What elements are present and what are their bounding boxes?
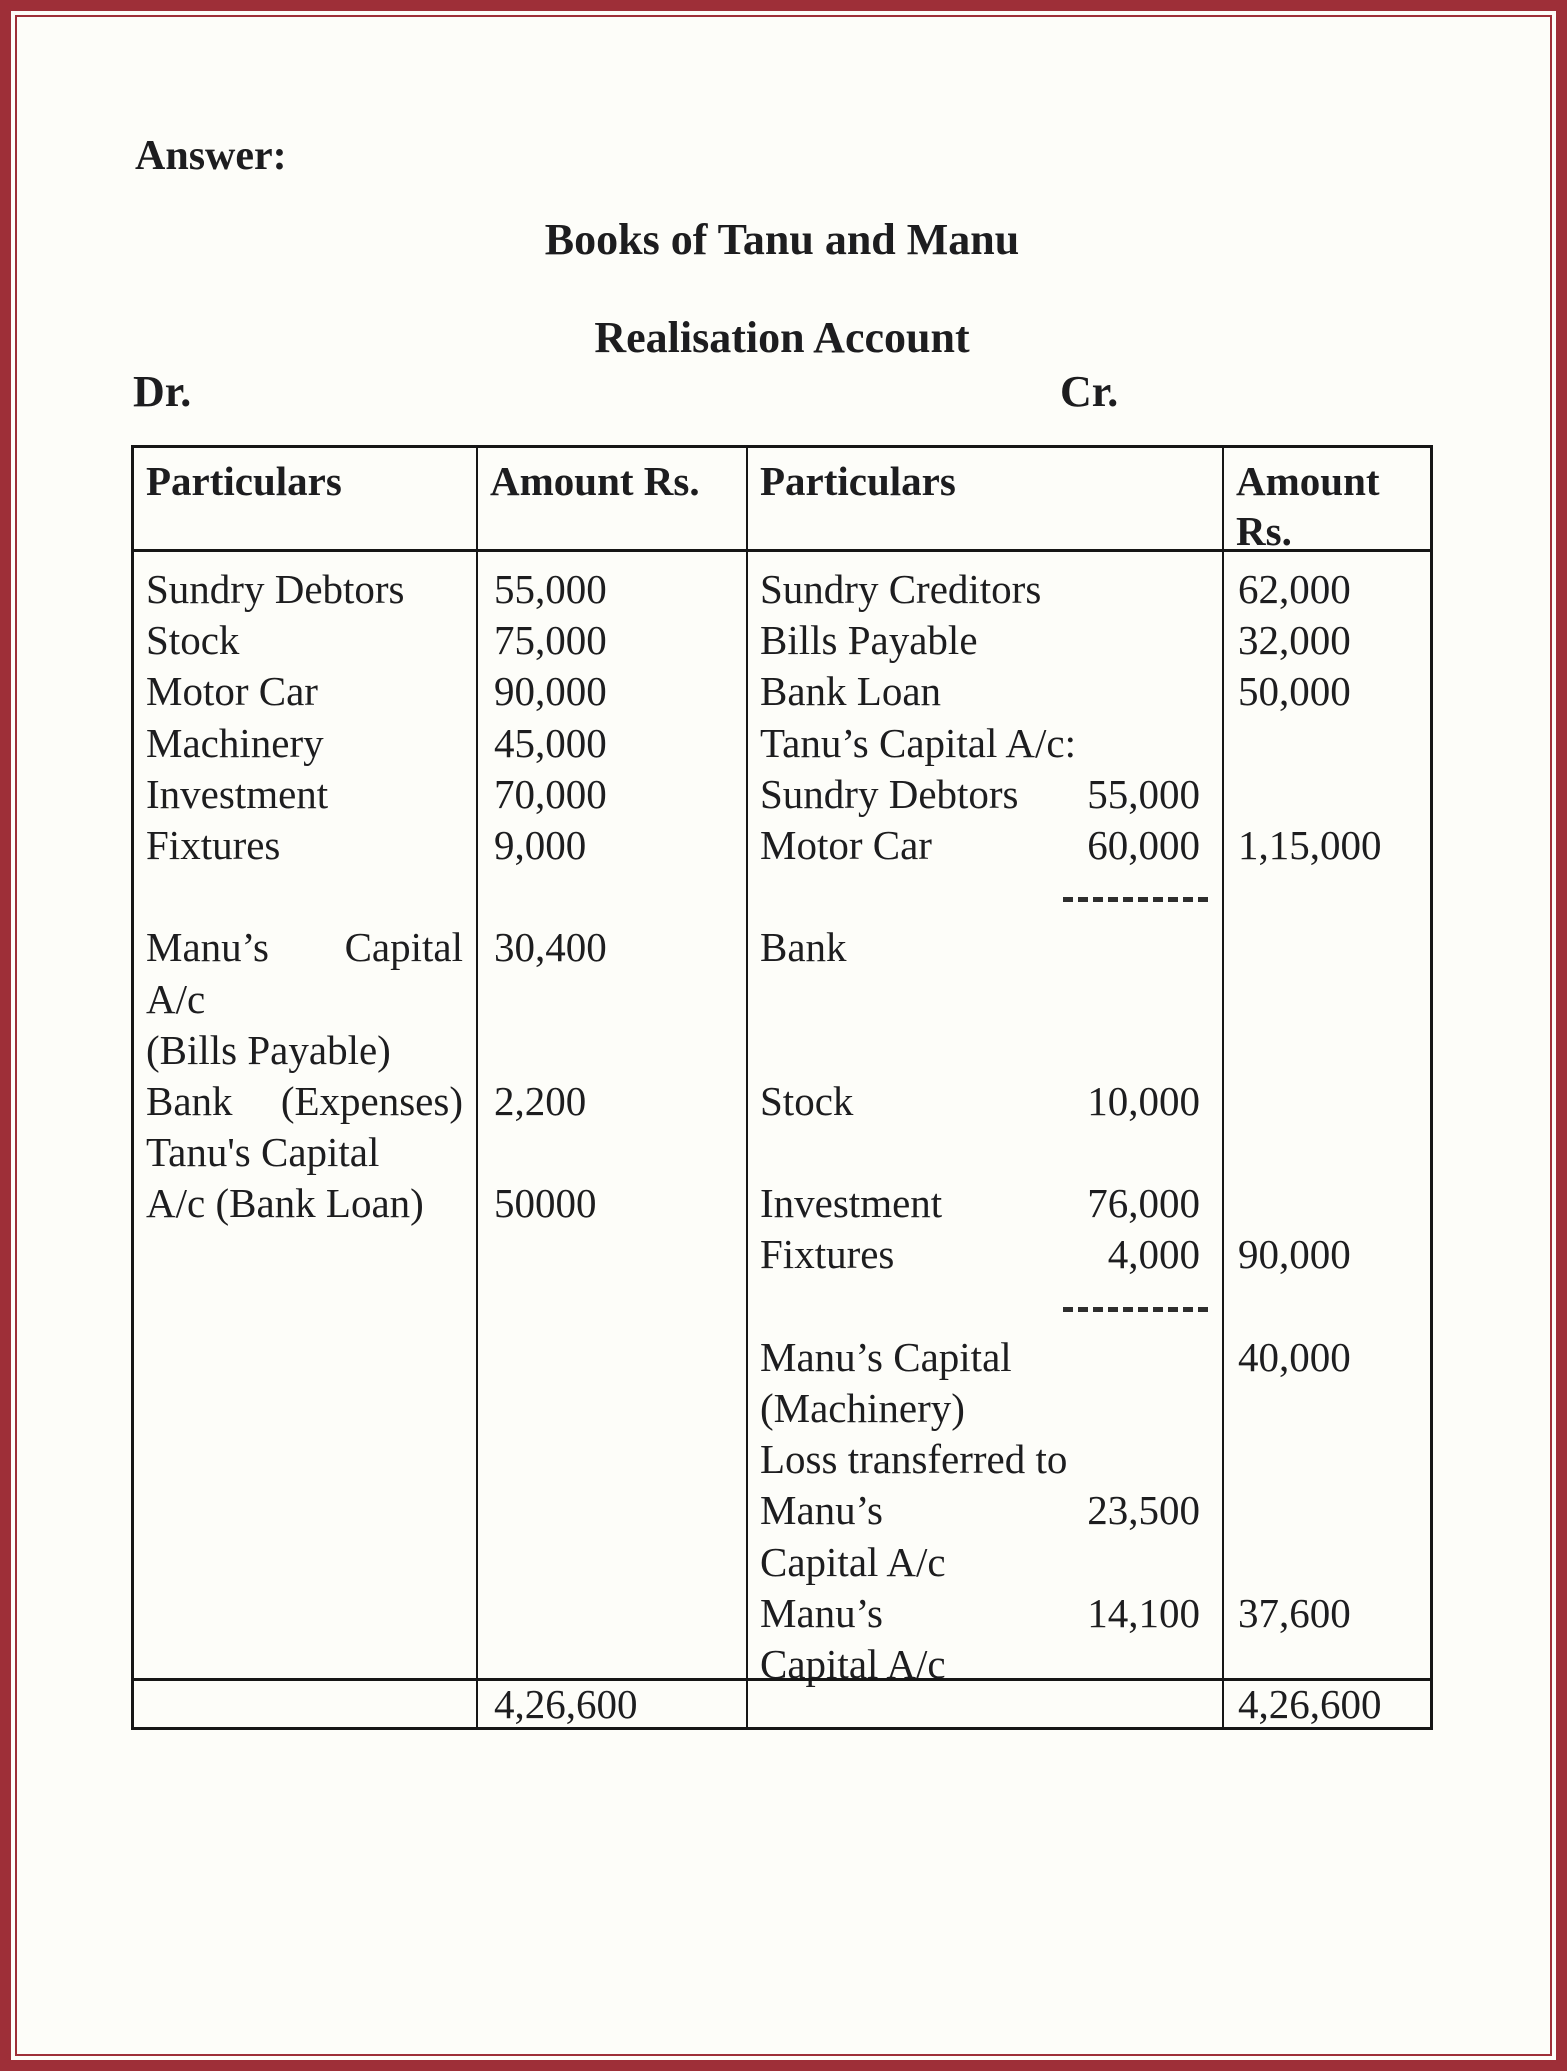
ledger-line (748, 922, 1222, 973)
ledger-label (760, 1025, 770, 1076)
header-credit-amount: Amount Rs. (1224, 448, 1430, 552)
ledger-amount: 40,000 (1238, 1333, 1351, 1380)
ledger-line (748, 1127, 1222, 1178)
ledger-label: Stock (760, 1077, 854, 1124)
ledger-inner-amount (1190, 1332, 1200, 1383)
ledger-amount: 75,000 (494, 617, 607, 664)
ledger-inner-amount: 76,000 (1087, 1180, 1200, 1227)
ledger-amount: 2,200 (494, 1077, 587, 1124)
dr-label: Dr. (133, 367, 192, 416)
ledger-amount: 9,000 (494, 821, 587, 868)
ledger-amount: 55,000 (494, 566, 607, 612)
ledger-amount (1224, 1127, 1430, 1178)
ledger-label: Capital A/c (760, 1538, 946, 1585)
ledger-line (748, 1229, 1222, 1280)
ledger-line (748, 564, 1222, 615)
subtotal-dash-line (748, 871, 1222, 922)
ledger-amount: 32,000 (1238, 617, 1351, 664)
ledger-label: Investment (760, 1180, 943, 1227)
ledger-inner-amount (1190, 718, 1200, 769)
credit-particulars-column (748, 552, 1224, 1687)
ledger-amount (478, 974, 746, 1025)
ledger-label: Loss transferred to (760, 1436, 1068, 1483)
ledger-amount: 90,000 (1238, 1231, 1351, 1278)
ledger-line: Stock (146, 617, 240, 664)
header-credit-particulars: Particulars (748, 448, 1224, 552)
header-debit-particulars: Particulars (134, 448, 478, 552)
ledger-inner-amount: 60,000 (1087, 821, 1200, 868)
ledger-label: Motor Car (760, 821, 932, 868)
ledger-line (748, 820, 1222, 871)
ledger-line (748, 1485, 1222, 1536)
ledger-inner-amount (1190, 1383, 1200, 1434)
ledger-label: Capital (344, 924, 463, 971)
ledger-label: Fixtures (760, 1231, 895, 1278)
ledger-amount (1224, 1025, 1430, 1076)
ledger-amount: 90,000 (494, 668, 607, 715)
ledger-line (748, 769, 1222, 820)
ledger-inner-amount: 55,000 (1087, 770, 1200, 817)
ledger-label: Capital A/c (760, 1640, 946, 1687)
ledger-line: Investment (146, 770, 329, 817)
ledger-amount (1224, 974, 1430, 1025)
ledger-label: Manu’s Capital (760, 1333, 1012, 1380)
dash-rule (1063, 1307, 1208, 1312)
ledger-inner-amount: 14,100 (1087, 1589, 1200, 1636)
debit-particulars-column (134, 552, 478, 1678)
ledger-line (748, 1383, 1222, 1434)
ledger-label (760, 974, 770, 1025)
ledger-inner-amount (1190, 974, 1200, 1025)
ledger-label: Bank (146, 1077, 233, 1124)
ledger-amount: 50000 (494, 1180, 597, 1227)
ledger-amount: 45,000 (494, 719, 607, 766)
ledger-line: Motor Car (146, 668, 318, 715)
debit-total: 4,26,600 (478, 1678, 748, 1727)
cr-label: Cr. (1060, 367, 1119, 416)
ledger-label: Bills Payable (760, 617, 978, 664)
ledger-line (748, 1434, 1222, 1485)
ledger-amount (478, 1025, 746, 1076)
ledger-label: (Expenses) (280, 1077, 463, 1124)
ledger-label: (Machinery) (760, 1385, 965, 1431)
ledger-inner-amount (1190, 1127, 1200, 1178)
totals-row-spacer (748, 1678, 1224, 1727)
ledger-line (748, 974, 1222, 1025)
ledger-amount (1224, 769, 1430, 820)
ledger-line: A/c (Bank Loan) (146, 1180, 424, 1227)
ledger-line: Machinery (146, 719, 324, 766)
ledger-line (748, 1025, 1222, 1076)
ledger-amount: 37,600 (1238, 1589, 1351, 1636)
ledger-line (748, 1537, 1222, 1588)
ledger-amount: 30,400 (494, 924, 607, 971)
ledger-amount (478, 1127, 746, 1178)
subtotal-dash-line (748, 1281, 1222, 1332)
ledger-amount (1224, 1178, 1430, 1229)
ledger-label: Manu’s (760, 1589, 883, 1636)
ledger-amount (1224, 1281, 1430, 1332)
header-debit-amount: Amount Rs. (478, 448, 748, 552)
ledger-inner-amount: 10,000 (1087, 1077, 1200, 1124)
ledger-line: (Bills Payable) (146, 1026, 391, 1073)
ledger-amount (1224, 1383, 1430, 1434)
ledger-line (748, 615, 1222, 666)
ledger-amount: 50,000 (1238, 668, 1351, 715)
credit-total: 4,26,600 (1224, 1678, 1430, 1727)
ledger-inner-amount: 4,000 (1107, 1231, 1200, 1278)
ledger-amount (1224, 1434, 1430, 1485)
ledger-label: Bank Loan (760, 668, 942, 715)
ledger-line (748, 1076, 1222, 1127)
ledger-line (134, 1076, 476, 1127)
doc-title: Books of Tanu and Manu (544, 215, 1020, 264)
ledger-inner-amount (1190, 666, 1200, 717)
ledger-amount (1224, 1485, 1430, 1536)
ledger-line (748, 718, 1222, 769)
ledger-inner-amount (1190, 922, 1200, 973)
ledger-inner-amount (1190, 1434, 1200, 1485)
ledger-label: Bank (760, 924, 847, 971)
ledger-line: Tanu's Capital (146, 1129, 380, 1176)
ledger-line (748, 1178, 1222, 1229)
ledger-inner-amount (1190, 564, 1200, 615)
ledger-inner-amount: 23,500 (1087, 1487, 1200, 1534)
credit-amount-column (1224, 552, 1430, 1678)
account-title: Realisation Account (594, 313, 970, 362)
ledger-amount (1224, 718, 1430, 769)
ledger-amount (1224, 871, 1430, 922)
ledger-line: Sundry Debtors (146, 566, 405, 612)
debit-amount-column (478, 552, 748, 1678)
ledger-amount: 70,000 (494, 770, 607, 817)
ledger-line (748, 666, 1222, 717)
totals-row-spacer (134, 1678, 478, 1727)
ledger-amount (1224, 1076, 1430, 1127)
ledger-label: Sundry Creditors (760, 566, 1042, 612)
ledger-label: Sundry Debtors (760, 770, 1019, 817)
ledger-line (748, 1332, 1222, 1383)
realisation-table (131, 445, 1433, 1730)
ledger-amount: 62,000 (1238, 566, 1351, 612)
ledger-label: Tanu’s Capital A/c: (760, 719, 1076, 766)
ledger-line (134, 922, 476, 973)
dash-rule (1063, 897, 1208, 902)
ledger-amount (1224, 922, 1430, 973)
ledger-line: A/c (146, 975, 206, 1022)
ledger-amount (1224, 1537, 1430, 1588)
ledger-amount (478, 871, 746, 922)
ledger-label (760, 1127, 770, 1178)
answer-label: Answer: (135, 133, 287, 179)
ledger-inner-amount (1190, 1025, 1200, 1076)
ledger-inner-amount (1190, 1537, 1200, 1588)
ledger-line: Fixtures (146, 821, 281, 868)
ledger-inner-amount (1190, 615, 1200, 666)
ledger-amount: 1,15,000 (1238, 821, 1382, 868)
ledger-line (134, 871, 476, 922)
ledger-line (748, 1588, 1222, 1639)
ledger-label: Manu’s (146, 924, 269, 971)
ledger-label: Manu’s (760, 1487, 883, 1534)
